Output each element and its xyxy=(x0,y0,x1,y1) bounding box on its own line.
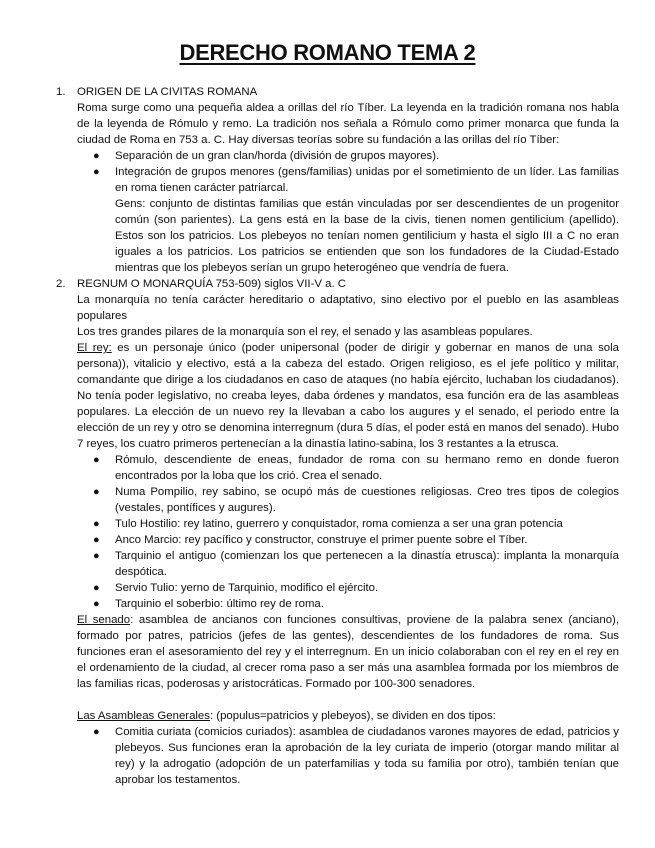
section-title: ORIGEN DE LA CIVITAS ROMANA xyxy=(77,86,258,98)
list-item-text: Integración de grupos menores (gens/familias) unidas por el sometimiento de un líder. Las familias en roma tienen carácter patriarcal. xyxy=(115,166,619,194)
asambleas-list xyxy=(93,724,619,788)
section-1-heading xyxy=(56,84,619,100)
list-item-text: Servio Tulio: yerno de Tarquinio, modifico el ejército. xyxy=(115,582,379,594)
rey-paragraph xyxy=(77,340,619,452)
list-item-text: Separación de un gran clan/horda (división de grupos mayores). xyxy=(115,150,440,162)
spacer xyxy=(56,692,619,708)
bullet-icon: ● xyxy=(93,454,100,466)
asambleas-label: Las Asambleas Generales xyxy=(77,710,210,722)
list-item xyxy=(93,164,619,196)
list-item xyxy=(93,580,619,596)
gens-paragraph: Gens: conjunto de distintas familias que están vinculadas por ser descendientes de un progenitor común (son parientes). La gens está en la base de la civis, tienen nomen gentilicium (apellido). Estos son los patricios. Los plebeyos no tenían nomen gentilicium y hasta el siglo III a C no eran iguales a los patricios. Los patricios se entienden que son los fundadores de la Ciudad-Estado mientras que los plebeyos serían un grupo heterogéneo que vendría de fuera. xyxy=(115,198,619,274)
list-item xyxy=(93,596,619,612)
list-item xyxy=(93,516,619,532)
list-item-text: Tarquinio el soberbio: último rey de roma. xyxy=(115,598,324,610)
bullet-icon: ● xyxy=(93,582,100,594)
pillars-paragraph: Los tres grandes pilares de la monarquía son el rey, el senado y las asambleas populares. xyxy=(77,326,533,338)
list-item xyxy=(93,148,619,164)
list-item xyxy=(93,548,619,580)
bullet-icon: ● xyxy=(93,534,100,546)
bullet-icon: ● xyxy=(93,166,100,178)
rey-label: El rey: xyxy=(77,342,112,354)
section-number: 2. xyxy=(56,278,66,290)
section-2-heading xyxy=(56,276,619,292)
list-item-text: Numa Pompilio, rey sabino, se ocupó más de cuestiones religiosas. Creo tres tipos de colegios (vestales, pontífices y augures). xyxy=(115,486,619,514)
senado-label: El senado xyxy=(77,614,131,626)
bullet-icon: ● xyxy=(93,550,100,562)
list-item xyxy=(93,724,619,788)
list-item-text: Anco Marcio: rey pacífico y constructor, construye el primer puente sobre el Tíber. xyxy=(115,534,528,546)
section-title: REGNUM O MONARQUÍA 753-509) siglos VII-V a. C xyxy=(77,278,347,290)
kings-list xyxy=(93,452,619,612)
list-item xyxy=(93,452,619,484)
bullet-icon: ● xyxy=(93,726,100,738)
asambleas-paragraph xyxy=(77,708,619,724)
bullet-icon: ● xyxy=(93,486,100,498)
bullet-icon: ● xyxy=(93,150,100,162)
list-item xyxy=(93,532,619,548)
list-item-text: Comitia curiata (comicios curiados): asamblea de ciudadanos varones mayores de edad, patricios y plebeyos. Sus funciones eran la aprobación de la ley curiata de imperio (otorgar mando militar al rey) y la adrogatio (adopción de un paterfamilias y toda su familia por otro), también tenían que aprobar los testamentos. xyxy=(115,726,619,786)
list-item-text: Tulo Hostilio: rey latino, guerrero y conquistador, roma comienza a ser una gran potencia xyxy=(115,518,563,530)
rey-text: es un personaje único (poder unipersonal (poder de dirigir y gobernar en manos de una sola persona)), vitalicio y electivo, está a la cabeza del estado. Origen religioso, es el jefe político y militar, comandante que dirige a los ciudadanos en caso de ataques (no había ejército, luchaban los ciudadanos). No tenía poder legislativo, no creaba leyes, daba órdenes y mandatos, esa función era de las asambleas populares. La elección de un nuevo rey la llevaban a cabo los augures y el senado, el periodo entre la elección de un rey y otro se denomina interregnum (dura 5 días, el poder está en manos del senado). Hubo 7 reyes, los cuatro primeros pertenecían a la dinastía latino-sabina, los 3 restantes a la etrusca. xyxy=(77,342,620,450)
page-title: DERECHO ROMANO TEMA 2 xyxy=(179,40,476,65)
bullet-icon: ● xyxy=(93,598,100,610)
list-item xyxy=(93,484,619,516)
theories-list xyxy=(93,148,619,196)
document-body xyxy=(56,84,619,788)
monarchy-paragraph: La monarquía no tenía carácter hereditario o adaptativo, sino electivo por el pueblo en las asambleas populares xyxy=(77,294,619,322)
list-item-text: Tarquinio el antiguo (comienzan los que pertenecen a la dinastía etrusca): implanta la monarquía despótica. xyxy=(115,550,619,578)
asambleas-text: : (populus=patricios y plebeyos), se dividen en dos tipos: xyxy=(209,710,496,722)
bullet-icon: ● xyxy=(93,518,100,530)
section-1-intro: Roma surge como una pequeña aldea a orillas del río Tíber. La leyenda en la tradición romana nos habla de la leyenda de Rómulo y remo. La tradición nos señala a Rómulo como primer monarca que funda la ciudad de Roma en 753 a. C. Hay diversas teorías sobre su fundación a las orillas del río Tíber: xyxy=(77,102,619,146)
senado-text: : asamblea de ancianos con funciones consultivas, proviene de la palabra senex (anciano), formado por patres, patricios (jefes de las gentes), descendientes de los fundadores de roma. Sus funciones eran el asesoramiento del rey y el interregnum. En un inicio colaboraban con el rey en el rey en el ordenamiento de la ciudad, al crecer roma paso a ser más una asamblea formada por los miembros de las familias ricas, poderosas y aristocráticas. Formado por 100-300 senadores. xyxy=(77,614,619,690)
section-number: 1. xyxy=(56,86,66,98)
list-item-text: Rómulo, descendiente de eneas, fundador de roma con su hermano remo en donde fueron encontrados por la loba que los crió. Crea el senado. xyxy=(115,454,619,482)
senado-paragraph xyxy=(77,612,619,692)
